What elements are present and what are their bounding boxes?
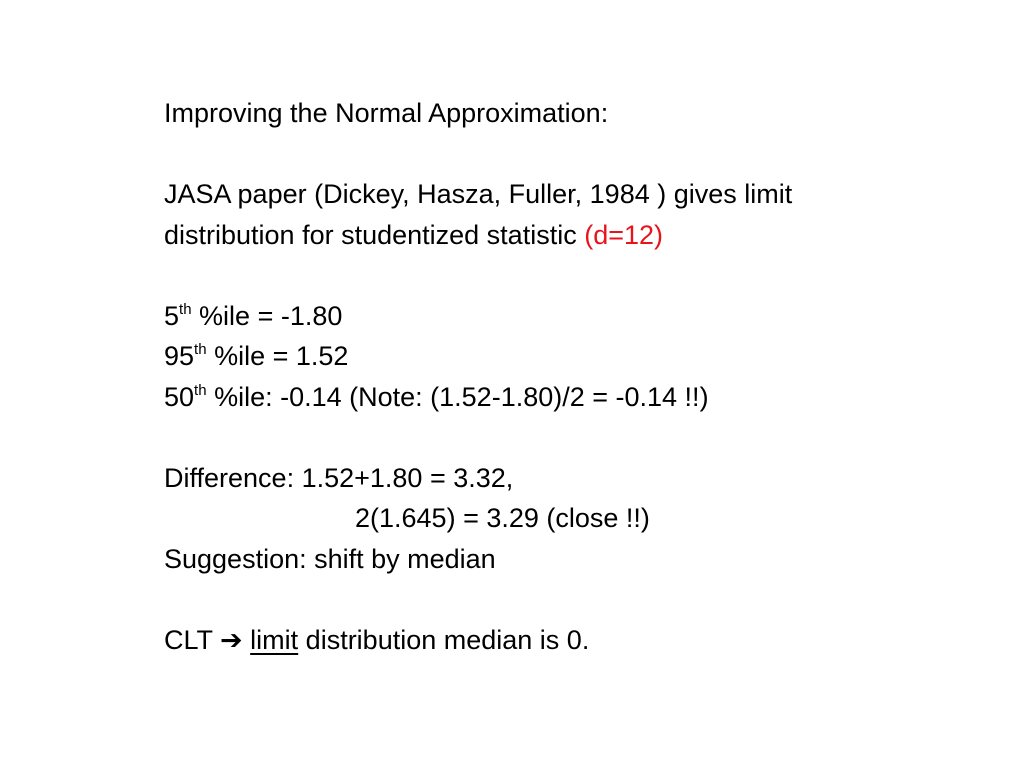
clt-line (164, 620, 792, 661)
percentile-5-superscript: th (179, 300, 192, 318)
jasa-line-2-text: distribution for studentized statistic (164, 219, 585, 250)
percentile-50-value: %ile: -0.14 (Note: (1.52-1.80)/2 = -0.14 !!) (206, 381, 709, 412)
percentile-95 (164, 336, 792, 377)
spacer (164, 255, 792, 296)
spacer (164, 417, 792, 458)
right-arrow-icon: ➔ (220, 624, 243, 655)
suggestion-line (164, 539, 792, 580)
percentile-5-number: 5 (164, 300, 180, 331)
percentile-50 (164, 377, 792, 418)
percentile-50-number: 50 (164, 381, 195, 412)
jasa-line-2 (164, 215, 792, 256)
percentile-5-value: %ile = -1.80 (191, 300, 343, 331)
difference-line-2 (164, 498, 792, 539)
limit-underlined: limit (250, 624, 299, 655)
difference-line (164, 458, 792, 499)
difference-text-2: 2(1.645) = 3.29 (close !!) (355, 503, 650, 533)
slide-title (164, 93, 792, 134)
jasa-line-1-text: JASA paper (Dickey, Hasza, Fuller, 1984 ) gives limit (164, 179, 793, 209)
spacer (164, 579, 792, 620)
difference-text: Difference: 1.52+1.80 = 3.32, (164, 462, 514, 493)
jasa-line-1 (164, 174, 792, 215)
slide-title-text: Improving the Normal Approximation: (164, 98, 609, 128)
d-highlight: (d=12) (584, 219, 664, 250)
percentile-95-superscript: th (194, 341, 207, 358)
clt-prefix: CLT (164, 624, 221, 655)
suggestion-text: Suggestion: shift by median (164, 543, 496, 574)
percentile-95-value: %ile = 1.52 (206, 341, 349, 371)
slide-body (164, 93, 792, 660)
spacer (164, 134, 792, 175)
percentile-50-superscript: th (194, 381, 207, 399)
percentile-95-number: 95 (164, 341, 195, 371)
percentile-5 (164, 296, 792, 337)
clt-rest: distribution median is 0. (298, 624, 590, 655)
